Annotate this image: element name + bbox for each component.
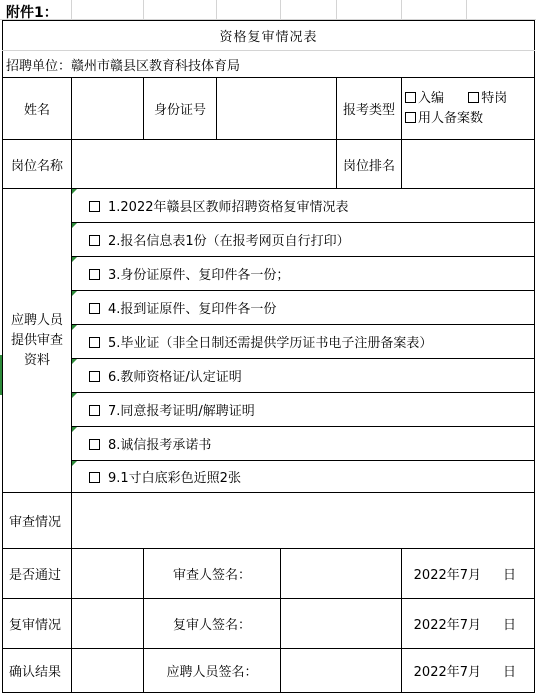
material-item[interactable]: 2.报名信息表1份（在报考网页自行打印） xyxy=(72,223,535,257)
applicant-signature-label: 应聘人员签名： xyxy=(144,649,281,693)
position-rank-label: 岗位排名 xyxy=(337,140,402,189)
checkbox-icon[interactable] xyxy=(89,371,100,382)
cell-marker-icon xyxy=(72,257,77,262)
exam-type-option-filing[interactable]: 用人备案数 xyxy=(402,109,534,129)
sheet-gridline xyxy=(143,0,144,20)
sheet-gridline xyxy=(401,0,402,20)
re-reviewer-signature-label: 复审人签名： xyxy=(144,599,281,649)
id-number-label: 身份证号 xyxy=(144,78,217,140)
checkbox-icon[interactable] xyxy=(89,303,100,314)
re-reviewer-signature-input-cell[interactable] xyxy=(281,599,402,649)
material-item[interactable]: 3.身份证原件、复印件各一份； xyxy=(72,257,535,291)
checkbox-icon[interactable] xyxy=(89,472,100,483)
pass-input-cell[interactable] xyxy=(72,549,144,599)
exam-type-option-regular[interactable]: 入编 xyxy=(405,91,444,106)
material-item[interactable]: 7.同意报考证明/解聘证明 xyxy=(72,393,535,427)
checkbox-icon[interactable] xyxy=(405,92,416,103)
id-number-input-cell[interactable] xyxy=(217,78,337,140)
checkbox-icon[interactable] xyxy=(89,201,100,212)
material-item[interactable]: 8.诚信报考承诺书 xyxy=(72,427,535,461)
confirm-result-label: 确认结果 xyxy=(3,649,72,693)
material-item[interactable]: 5.毕业证（非全日制还需提供学历证书电子注册备案表） xyxy=(72,325,535,359)
material-item[interactable]: 1.2022年赣县区教师招聘资格复审情况表 xyxy=(72,189,535,223)
checkbox-icon[interactable] xyxy=(405,112,416,123)
checkbox-icon[interactable] xyxy=(89,235,100,246)
sheet-gridline xyxy=(216,0,217,20)
confirm-result-input-cell[interactable] xyxy=(72,649,144,693)
cell-marker-icon xyxy=(72,189,77,194)
cell-marker-icon xyxy=(72,291,77,296)
cell-marker-icon xyxy=(72,461,77,466)
recruiting-unit: 招聘单位：赣州市赣县区教育科技体育局 xyxy=(3,51,535,78)
review-status-input-cell[interactable] xyxy=(72,493,535,549)
cell-marker-icon xyxy=(72,359,77,364)
sheet-gridline xyxy=(466,0,467,20)
re-review-input-cell[interactable] xyxy=(72,599,144,649)
name-label: 姓名 xyxy=(3,78,72,140)
name-input-cell[interactable] xyxy=(72,78,144,140)
review-status-label: 审查情况 xyxy=(3,493,72,549)
position-name-label: 岗位名称 xyxy=(3,140,72,189)
cell-marker-icon xyxy=(72,325,77,330)
exam-type-options xyxy=(402,78,535,140)
cell-marker-icon xyxy=(72,427,77,432)
reviewer-date: 2022年7月 日 xyxy=(402,549,535,599)
exam-type-option-special-post[interactable]: 特岗 xyxy=(468,91,507,106)
sheet-gridline xyxy=(280,0,281,20)
pass-label: 是否通过 xyxy=(3,549,72,599)
exam-type-label: 报考类型 xyxy=(337,78,402,140)
material-item[interactable]: 6.教师资格证/认定证明 xyxy=(72,359,535,393)
reviewer-signature-input-cell[interactable] xyxy=(281,549,402,599)
cell-marker-icon xyxy=(72,223,77,228)
applicant-date: 2022年7月 日 xyxy=(402,649,535,693)
sheet-gridline xyxy=(71,0,72,20)
checkbox-icon[interactable] xyxy=(468,92,479,103)
material-item[interactable]: 4.报到证原件、复印件各一份 xyxy=(72,291,535,325)
materials-label: 应聘人员 提供审查 资料 xyxy=(3,189,72,493)
sheet-gridline xyxy=(336,0,337,20)
checkbox-icon[interactable] xyxy=(89,405,100,416)
review-form-table xyxy=(2,20,535,693)
cell-marker-icon xyxy=(72,393,77,398)
position-name-input-cell[interactable] xyxy=(72,140,337,189)
position-rank-input-cell[interactable] xyxy=(402,140,535,189)
attachment-label: 附件1： xyxy=(6,5,58,21)
applicant-signature-input-cell[interactable] xyxy=(281,649,402,693)
material-item[interactable]: 9.1寸白底彩色近照2张 xyxy=(72,461,535,493)
checkbox-icon[interactable] xyxy=(89,337,100,348)
checkbox-icon[interactable] xyxy=(89,439,100,450)
re-review-label: 复审情况 xyxy=(3,599,72,649)
reviewer-signature-label: 审查人签名： xyxy=(144,549,281,599)
sheet-gridline-row xyxy=(0,0,536,20)
form-title: 资格复审情况表 xyxy=(3,21,535,51)
re-reviewer-date: 2022年7月 日 xyxy=(402,599,535,649)
checkbox-icon[interactable] xyxy=(89,269,100,280)
